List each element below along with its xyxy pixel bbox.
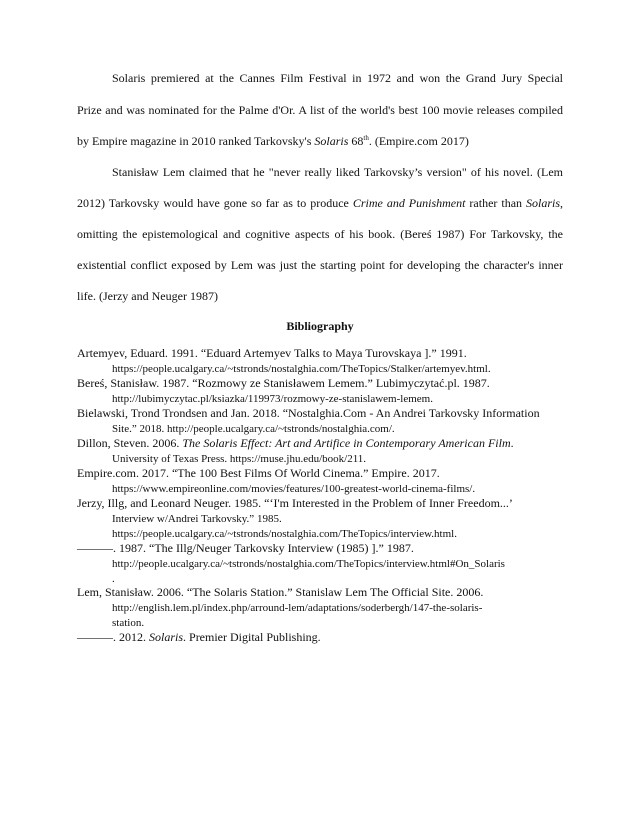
bibliography-entry: Bereś, Stanisław. 1987. “Rozmowy ze Stanisławem Lemem.” Lubimyczytać.pl. 1987. [77, 376, 490, 390]
bibliography-entry-continuation: Interview w/Andrei Tarkovsky.” 1985. [112, 513, 282, 525]
bibliography-entry: ———. 2012. Solaris. Premier Digital Publishing. [77, 630, 321, 644]
bibliography-entry-continuation[interactable]: station. [112, 617, 145, 629]
bibliography-heading: Bibliography [286, 319, 354, 333]
film-title: Solaris [314, 134, 349, 148]
paragraph-1-line-1: Solaris premiered at the Cannes Film Festival in 1972 and won the Grand Jury Special [112, 71, 563, 85]
paragraph-2-line-4: existential conflict exposed by Lem was just the starting point for developing the character's inner [77, 258, 563, 272]
bibliography-url[interactable]: https://people.ucalgary.ca/~tstronds/nostalghia.com/TheTopics/interview.html. [112, 528, 457, 540]
bibliography-url[interactable]: https://people.ucalgary.ca/~tstronds/nostalghia.com/TheTopics/Stalker/artemyev.html. [112, 363, 491, 375]
paragraph-2-line-5: life. (Jerzy and Neuger 1987) [77, 289, 218, 303]
bibliography-entry: Empire.com. 2017. “The 100 Best Films Of World Cinema.” Empire. 2017. [77, 466, 440, 480]
paragraph-2-line-3: omitting the epistemological and cognitive aspects of his book. (Bereś 1987) For Tarkovsky, the [77, 227, 563, 241]
paragraph-2-line-1: Stanisław Lem claimed that he "never really liked Tarkovsky’s version" of his novel. (Lem [112, 165, 563, 179]
bibliography-url[interactable]: http://english.lem.pl/index.php/arround-lem/adaptations/soderbergh/147-the-solaris- [112, 602, 483, 614]
bibliography-entry: Bielawski, Trond Trondsen and Jan. 2018. “Nostalghia.Com - An Andrei Tarkovsky Information [77, 406, 540, 420]
bibliography-entry: Lem, Stanisław. 2006. “The Solaris Station.” Stanislaw Lem The Official Site. 2006. [77, 585, 484, 599]
bibliography-entry: Jerzy, Illg, and Leonard Neuger. 1985. “‘I'm Interested in the Problem of Inner Freedom...’ [77, 496, 513, 510]
bibliography-url[interactable]: http://people.ucalgary.ca/~tstronds/nostalghia.com/TheTopics/interview.html#On_Solaris [112, 558, 505, 570]
paragraph-1-line-3: by Empire magazine in 2010 ranked Tarkovsky's Solaris 68th. (Empire.com 2017) [77, 134, 469, 148]
bibliography-entry: ———. 1987. “The Illg/Neuger Tarkovsky Interview (1985) ].” 1987. [77, 541, 414, 555]
bibliography-url[interactable]: http://lubimyczytac.pl/ksiazka/119973/rozmowy-ze-stanislawem-lemem. [112, 393, 433, 405]
paragraph-1-line-2: Prize and was nominated for the Palme d'Or. A list of the world's best 100 movie releases compiled [77, 103, 563, 117]
bibliography-entry: Artemyev, Eduard. 1991. “Eduard Artemyev Talks to Maya Turovskaya ].” 1991. [77, 346, 467, 360]
bibliography-entry-continuation: . [112, 573, 115, 585]
bibliography-entry-continuation[interactable]: Site.” 2018. http://people.ucalgary.ca/~tstronds/nostalghia.com/. [112, 423, 395, 435]
bibliography-entry: Dillon, Steven. 2006. The Solaris Effect: Art and Artifice in Contemporary American Film. [77, 436, 514, 450]
paragraph-2-line-2: 2012) Tarkovsky would have gone so far as to produce Crime and Punishment rather than Solaris, [77, 196, 564, 210]
bibliography-url[interactable]: https://www.empireonline.com/movies/features/100-greatest-world-cinema-films/. [112, 483, 476, 495]
bibliography-entry-continuation[interactable]: University of Texas Press. https://muse.jhu.edu/book/211. [112, 453, 367, 465]
